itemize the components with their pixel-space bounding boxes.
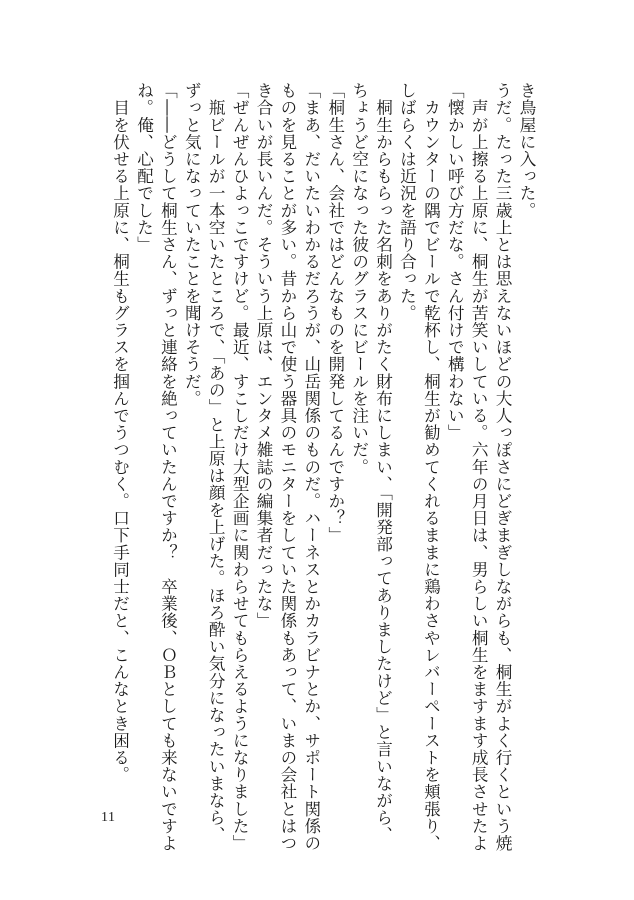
text-line: ものを見ることが多い。昔から山で使う器具のモニターをしていた関係もあって、いまの会社とはつ — [277, 82, 297, 852]
text-line: 「懐かしい呼び方だな。さん付けで構わない」 — [445, 82, 465, 442]
text-line: き鳥屋に入った。 — [517, 82, 536, 219]
text-line: うだ。たった三歳上とは思えないほどの大人っぽさにどぎまぎしながらも、桐生がよく行くという焼 — [493, 82, 513, 852]
text-line: 声が上擦る上原に、桐生が苦笑いしている。六年の月日は、男らしい桐生をますます成長させたよ — [469, 82, 489, 852]
text-line: 「ぜんぜんひよっこですけど。最近、すこしだけ大型企画に関わらせてもらえるようになりました」 — [230, 82, 250, 852]
text-line: 「桐生さん、会社ではどんなものを開発してるんですか？」 — [325, 82, 345, 544]
text-line: カウンターの隅でビールで乾杯し、桐生が勧めてくれるままに鶏わさやレバーペーストを頬張り、 — [421, 82, 441, 852]
text-line: 「――どうして桐生さん、ずっと連絡を絶っていたんですか？ 卒業後、ＯＢとしても来ないですよ — [158, 82, 178, 852]
text-line: き合いが長いんだ。そういう上原は、エンタメ雑誌の編集者だったな」 — [254, 82, 274, 630]
text-line: ずっと気になっていたことを聞けそうだ。 — [182, 82, 202, 407]
text-line: ちょうど空になった彼のグラスにビールを注いだ。 — [349, 82, 369, 476]
text-line: 桐生からもらった名刺をありがたく財布にしまい、「開発部ってありましたけど」と言いながら、 — [373, 82, 393, 844]
text-line: 「まあ、だいたいわかるだろうが、山岳関係のものだ。ハーネスとかカラビナとか、サポート関係の — [301, 82, 321, 852]
text-line: 目を伏せる上原に、桐生もグラスを掴んでうつむく。口下手同士だと、こんなとき困る。 — [110, 82, 130, 784]
text-line: しばらくは近況を語り合った。 — [397, 82, 417, 322]
text-line: ね。俺、心配でした」 — [134, 82, 154, 253]
page-number: 11 — [101, 810, 116, 825]
text-line: 瓶ビールが一本空いたところで、「あの」と上原は顔を上げた。ほろ酔い気分になったいまなら、 — [206, 82, 226, 844]
